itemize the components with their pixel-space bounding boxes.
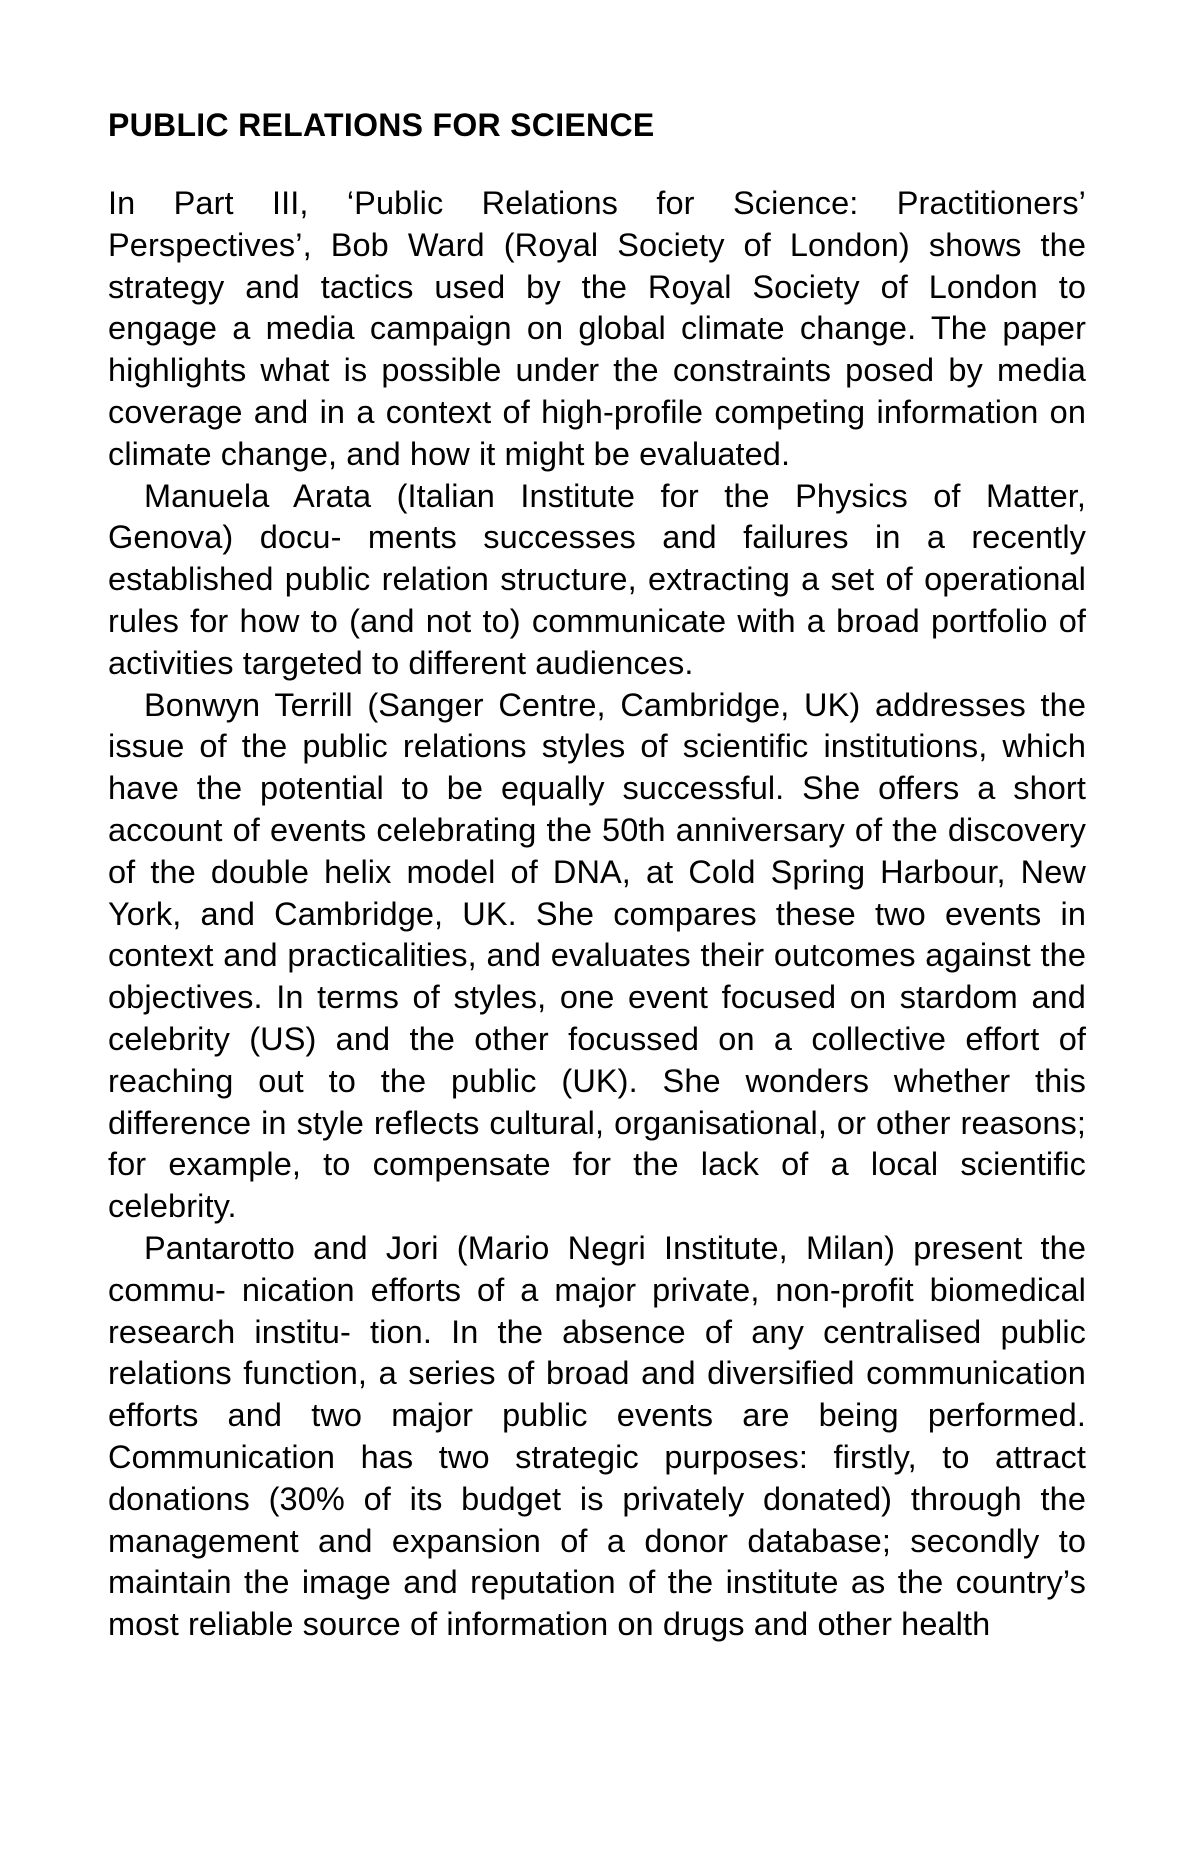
section-heading: PUBLIC RELATIONS FOR SCIENCE xyxy=(108,107,655,143)
document-page xyxy=(108,105,1086,1845)
paragraph-terrill: Bonwyn Terrill (Sanger Centre, Cambridge, UK) addresses the issue of the public relations styles of scientific institutions, which have the potential to be equally successful. She offers a short account of events celebrating the 50th anniversary of the discovery of the double helix model of DNA, at Cold Spring Harbour, New York, and Cambridge, UK. She compares these two events in context and practicalities, and evaluates their outcomes against the objectives. In terms of styles, one event focused on stardom and celebrity (US) and the other focussed on a collective effort of reaching out to the public (UK). She wonders whether this difference in style reflects cultural, organisational, or other reasons; for example, to compensate for the lack of a local scientific celebrity. xyxy=(108,686,1086,1225)
paragraph-pantarotto-jori: Pantarotto and Jori (Mario Negri Institute, Milan) present the commu- nication efforts of a major private, non-profit biomedical research institu- tion. In the absence of any centralised public relations function, a series of broad and diversified communication efforts and two major public events are being performed. Communication has two strategic purposes: firstly, to attract donations (30% of its budget is privately donated) through the management and expansion of a donor database; secondly to maintain the image and reputation of the institute as the country’s most reliable source of information on drugs and other health xyxy=(108,1229,1086,1643)
paragraph-intro: In Part III, ‘Public Relations for Science: Practitioners’ Perspectives’, Bob Ward (Royal Society of London) shows the strategy and tactics used by the Royal Society of London to engage a media campaign on global climate change. The paper highlights what is possible under the constraints posed by media coverage and in a context of high-profile competing information on climate change, and how it might be evaluated. xyxy=(108,185,1086,472)
paragraph-arata: Manuela Arata (Italian Institute for the Physics of Matter, Genova) docu- ments successes and failures in a recently established public relation structure, extracting a set of operational rules for how to (and not to) communicate with a broad portfolio of activities targeted to different audiences. xyxy=(108,477,1086,681)
